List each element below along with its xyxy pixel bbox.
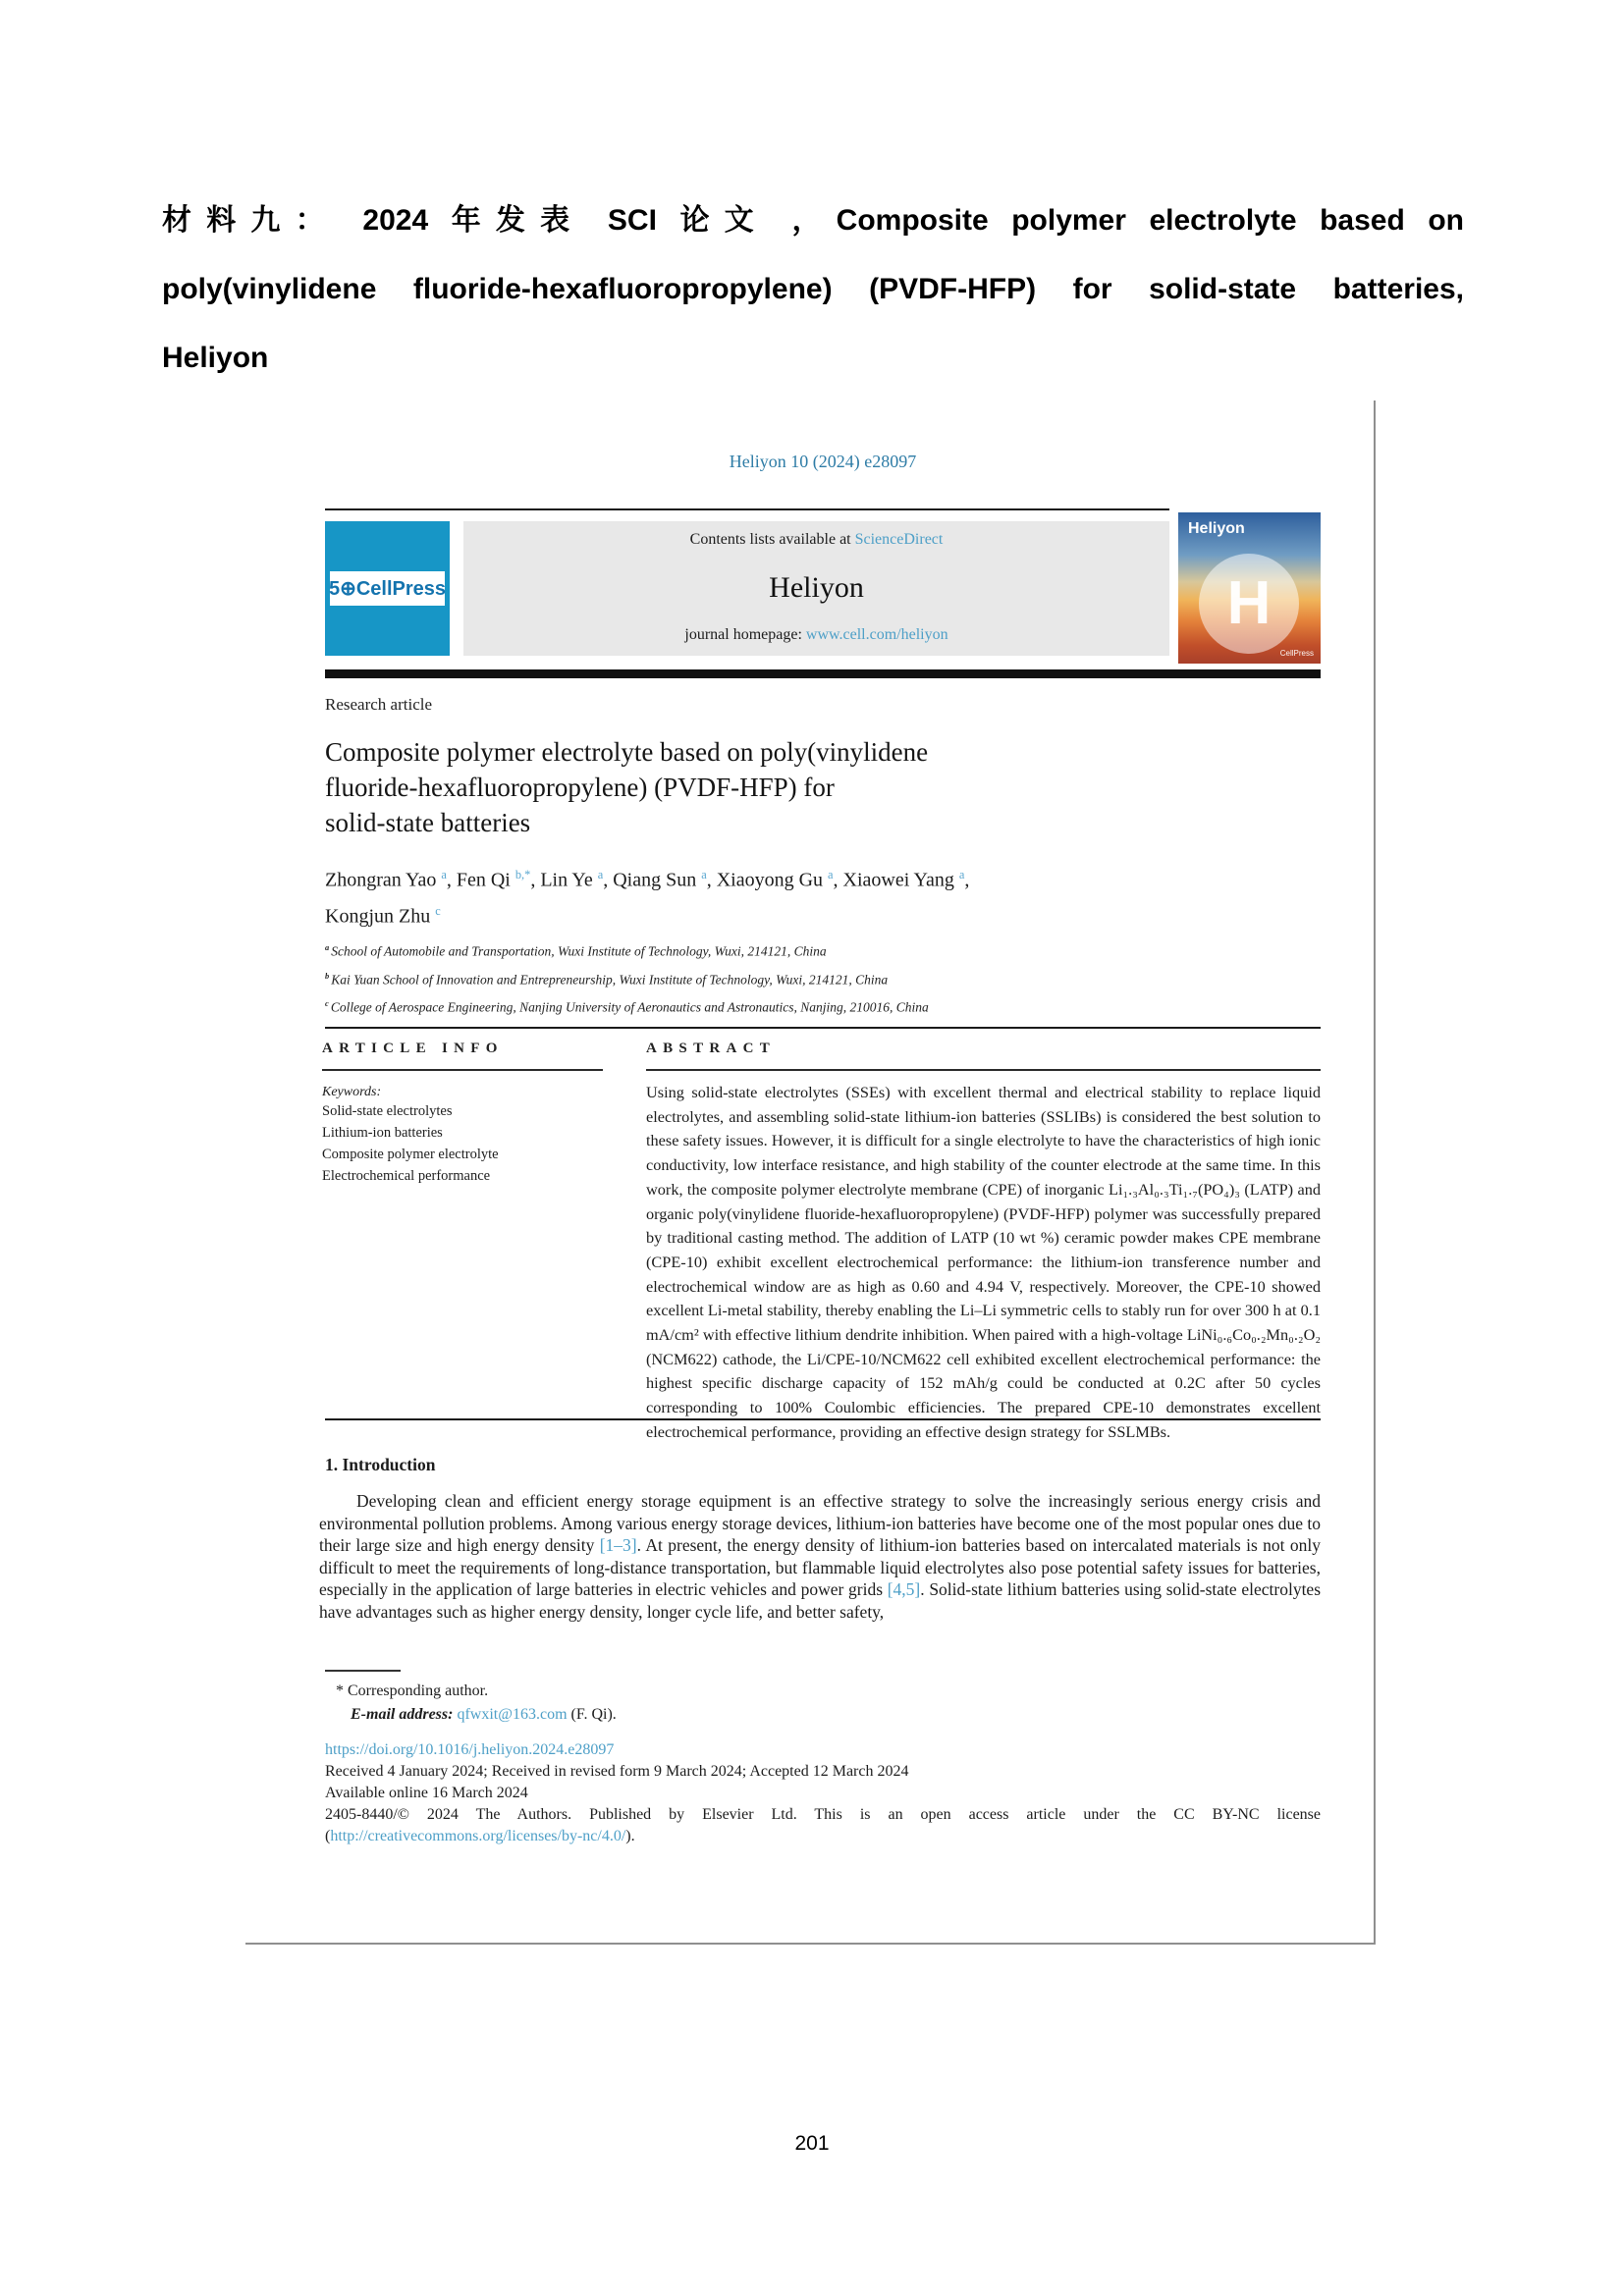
text-segment: a bbox=[828, 868, 834, 881]
article-info-header: ARTICLE INFO bbox=[322, 1041, 504, 1056]
affiliation-a bbox=[325, 935, 1321, 964]
paper-title-line-2: fluoride-hexafluoropropylene) (PVDF-HFP) for bbox=[325, 773, 835, 802]
text-segment: c bbox=[325, 999, 331, 1008]
text-segment: a bbox=[958, 868, 965, 881]
text-segment: E-mail address: bbox=[351, 1706, 458, 1723]
corresponding-author-note: * Corresponding author. bbox=[336, 1682, 489, 1699]
text-segment: Developing clean and efficient energy storage equipment is an effective strategy to solve the increasingly serious energy crisis and environmental pollution problems. Among various energy storage devices, lithium-ion batteries have become one of the most popular ones due to their large size and high energy density bbox=[319, 1491, 1321, 1555]
journal-citation: Heliyon 10 (2024) e28097 bbox=[729, 452, 917, 471]
abstract-text: Using solid-state electrolytes (SSEs) with excellent thermal and electrical stability to replace liquid electrolytes, and assembling solid-state lithium-ion batteries (SSLIBs) is considered the best solution to these safety issues. However, it is difficult for a single electrolyte to have the characteristics of high ionic conductivity, low interface resistance, and high stability of the counter electrode at the same time. In this work, the composite polymer electrolyte membrane (CPE) of inorganic Li₁.₃Al₀.₃Ti₁.₇(PO₄)₃ (LATP) and organic poly(vinylidene fluoride-hexafluoropropylene) (PVDF-HFP) polymer was successfully prepared by traditional casting method. The addition of LATP (10 wt %) ceramic powder makes CPE membrane (CPE-10) exhibit excellent electrochemical performance: the lithium-ion transference number and electrochemical window are as high as 0.60 and 4.94 V, respectively. Moreover, the CPE-10 showed excellent Li-metal stability, thereby enabling the Li–Li symmetric cells to stably run for over 300 h at 0.1 mA/cm² with effective lithium dendrite inhibition. When paired with a high-voltage LiNi₀.₆Co₀.₂Mn₀.₂O₂ (NCM622) cathode, the Li/CPE-10/NCM622 cell exhibited excellent electrochemical performance: the highest specific discharge capacity of 152 mAh/g could be conducted at 0.2C after 50 cycles corresponding to 100% Coulombic efficiencies. The prepared CPE-10 demonstrates excellent electrochemical performance, providing an effective design strategy for SSLMBs. bbox=[646, 1083, 1321, 1441]
text-segment: , Xiaowei Yang bbox=[833, 869, 959, 891]
text-segment: ). bbox=[625, 1828, 635, 1844]
doi-line bbox=[325, 1739, 1321, 1761]
article-info-column bbox=[322, 1041, 603, 1187]
corresponding-email-line bbox=[351, 1703, 617, 1726]
abstract-bottom-rule bbox=[325, 1418, 1321, 1420]
introduction-paragraph bbox=[319, 1490, 1321, 1623]
cover-journal-title: Heliyon bbox=[1188, 520, 1245, 537]
journal-homepage-line bbox=[684, 626, 947, 644]
author-line-2 bbox=[325, 896, 1268, 933]
text-segment: , Qiang Sun bbox=[603, 869, 702, 891]
text-segment: a bbox=[441, 868, 447, 881]
ref-1-3[interactable]: [1–3] bbox=[599, 1535, 637, 1555]
keyword-item: Lithium-ion batteries bbox=[322, 1125, 443, 1141]
text-segment: , Xiaoyong Gu bbox=[706, 869, 829, 891]
issn-copyright-line: 2405-8440/© 2024 The Authors. Published by Elsevier Ltd. This is an open access article under the CC BY-NC license bbox=[325, 1806, 1321, 1823]
affiliation-b bbox=[325, 964, 1321, 992]
author-list bbox=[325, 860, 1268, 932]
journal-name: Heliyon bbox=[769, 570, 864, 604]
keyword-item: Composite polymer electrolyte bbox=[322, 1147, 499, 1162]
text-segment: b bbox=[325, 971, 332, 981]
text-segment: Kai Yuan School of Innovation and Entrepreneurship, Wuxi Institute of Technology, Wuxi, 214121, China bbox=[331, 972, 889, 987]
sciencedirect-link[interactable]: ScienceDirect bbox=[854, 531, 944, 548]
article-type-label: Research article bbox=[325, 695, 433, 714]
abstract-rule bbox=[646, 1069, 1321, 1071]
received-dates-line: Received 4 January 2024; Received in revised form 9 March 2024; Accepted 12 March 2024 bbox=[325, 1763, 909, 1780]
text-segment: a bbox=[597, 868, 604, 881]
license-line bbox=[325, 1826, 1321, 1847]
text-segment: c bbox=[435, 903, 441, 918]
text-segment: ( bbox=[325, 1828, 331, 1844]
journal-header-box bbox=[463, 521, 1169, 656]
text-segment: , bbox=[964, 869, 970, 891]
abstract-column bbox=[646, 1041, 1321, 1445]
available-online-line: Available online 16 March 2024 bbox=[325, 1785, 528, 1801]
keywords-label: Keywords: bbox=[322, 1085, 382, 1099]
text-segment: , Lin Ye bbox=[530, 869, 598, 891]
cover-cellpress-brand: CellPress bbox=[1279, 649, 1314, 658]
text-segment: College of Aerospace Engineering, Nanjing University of Aeronautics and Astronautics, Nanjing, 210016, China bbox=[330, 999, 929, 1015]
text-segment: . Solid-state lithium batteries using solid-state electrolytes have advantages such as higher energy density, longer cycle life, and better safety, bbox=[319, 1579, 1322, 1622]
text-segment: School of Automobile and Transportation, Wuxi Institute of Technology, Wuxi, 214121, China bbox=[331, 943, 827, 959]
text-segment: b,* bbox=[514, 868, 531, 881]
contents-lists-line bbox=[690, 531, 944, 549]
cellpress-logo-text: 5⊕CellPress bbox=[330, 571, 445, 606]
paper-title bbox=[325, 734, 1071, 840]
cc-license-link[interactable]: http://creativecommons.org/licenses/by-nc/4.0/ bbox=[330, 1828, 626, 1844]
header-black-bar bbox=[325, 669, 1321, 678]
text-segment: . At present, the energy density of lithium-ion batteries based on intercalated materials is not only difficult to meet the requirements of long-distance transportation, but flammable liquid electrolytes also pose potential safety issues for batteries, especially in the application of large batteries in electric vehicles and power grids bbox=[319, 1535, 1321, 1599]
article-info-rule bbox=[322, 1069, 603, 1071]
footnote-rule bbox=[325, 1670, 401, 1672]
doi-link[interactable]: https://doi.org/10.1016/j.heliyon.2024.e28097 bbox=[325, 1741, 615, 1758]
paper-title-line-1: Composite polymer electrolyte based on poly(vinylidene bbox=[325, 737, 929, 767]
publication-info-block bbox=[325, 1739, 1321, 1847]
text-segment: (F. Qi). bbox=[567, 1706, 617, 1723]
page-number: 201 bbox=[794, 2132, 830, 2155]
paper-first-page-image bbox=[245, 400, 1376, 1945]
keyword-item: Electrochemical performance bbox=[322, 1168, 491, 1184]
author-line-1 bbox=[325, 860, 1268, 896]
affiliation-divider-rule bbox=[325, 1027, 1321, 1029]
header-top-rule bbox=[325, 508, 1169, 510]
affiliations bbox=[325, 935, 1321, 1020]
heading-line-2: poly(vinylidene fluoride-hexafluoropropylene) (PVDF-HFP) for solid-state batteries, bbox=[162, 273, 1464, 305]
text-segment: Contents lists available at bbox=[689, 531, 855, 548]
ref-4-5[interactable]: [4,5] bbox=[887, 1579, 921, 1599]
text-segment: Zhongran Yao bbox=[325, 869, 442, 891]
document-heading bbox=[162, 187, 1464, 393]
journal-homepage-link[interactable]: www.cell.com/heliyon bbox=[805, 626, 948, 643]
cover-h-circle-icon bbox=[1199, 554, 1299, 654]
keyword-item: Solid-state electrolytes bbox=[322, 1103, 453, 1119]
affiliation-c bbox=[325, 991, 1321, 1020]
heliyon-cover-thumbnail bbox=[1178, 512, 1321, 664]
text-segment: a bbox=[701, 868, 707, 881]
paper-title-line-3: solid-state batteries bbox=[325, 808, 531, 837]
text-segment: Kongjun Zhu bbox=[325, 905, 436, 928]
heading-line-3: Heliyon bbox=[162, 342, 269, 374]
email-link[interactable]: qfwxit@163.com bbox=[457, 1706, 568, 1723]
abstract-header: ABSTRACT bbox=[646, 1041, 777, 1056]
text-segment: a bbox=[325, 943, 332, 952]
heading-line-1: 材料九： 2024 年发表 SCI 论文 ，Composite polymer electrolyte based on bbox=[162, 204, 1464, 237]
cellpress-logo bbox=[325, 521, 450, 656]
introduction-heading: 1. Introduction bbox=[325, 1455, 436, 1474]
text-segment: , Fen Qi bbox=[446, 869, 515, 891]
cover-h-letter: H bbox=[1226, 569, 1272, 637]
text-segment: journal homepage: bbox=[684, 626, 806, 643]
